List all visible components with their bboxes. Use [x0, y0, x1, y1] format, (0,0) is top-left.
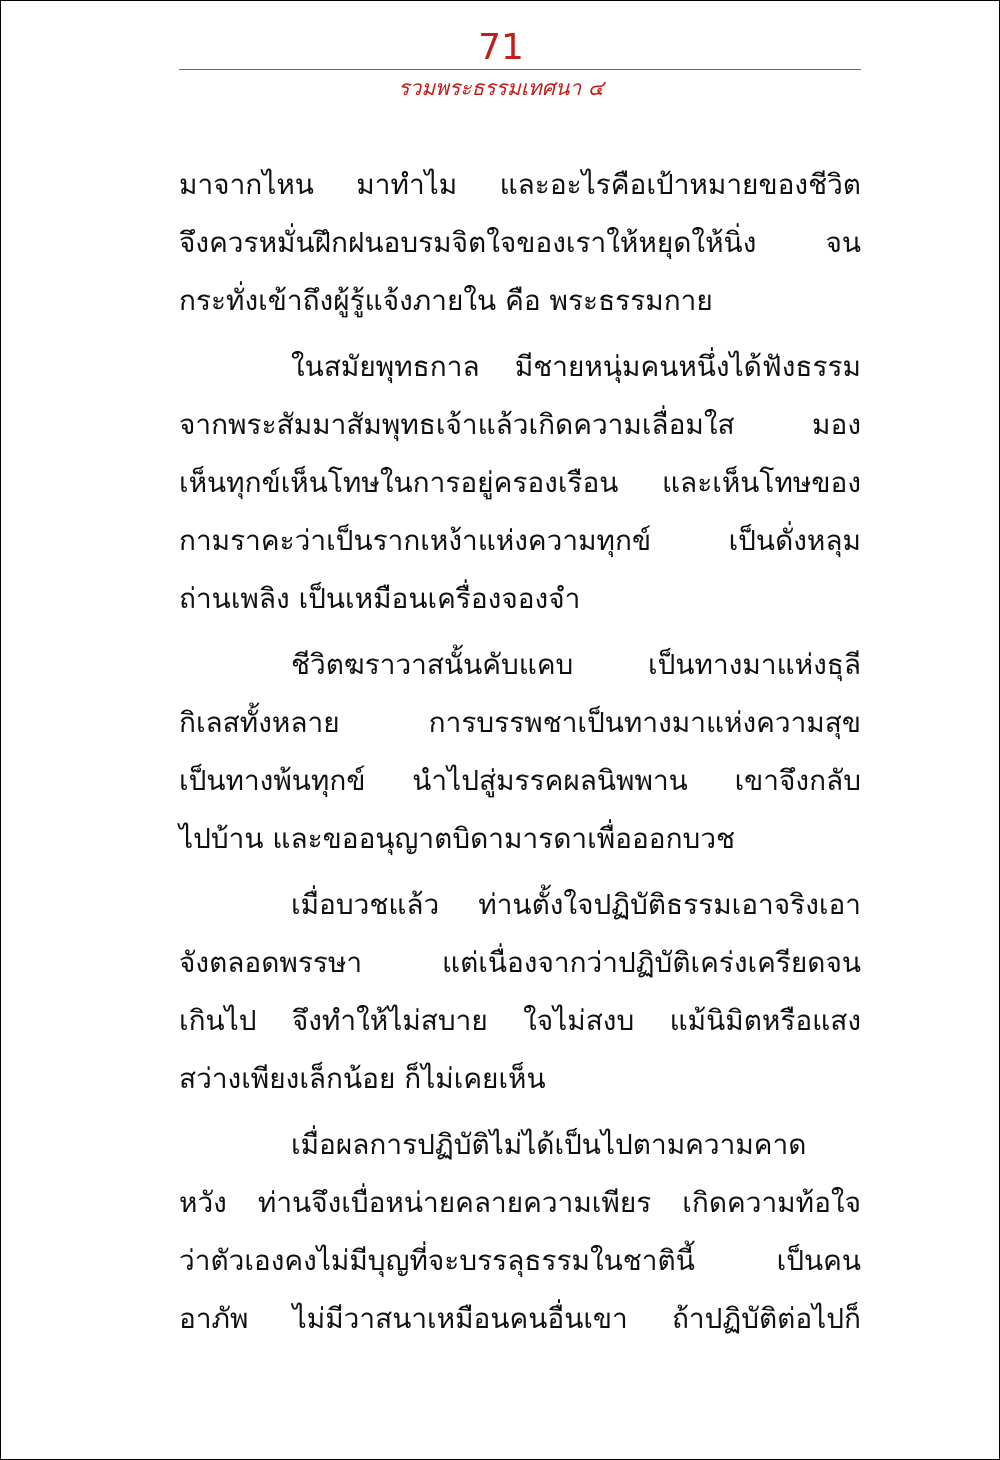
text-line: อาภัพ ไม่มีวาสนาเหมือนคนอื่นเขา ถ้าปฏิบัติต่อไปก็ [179, 1302, 861, 1335]
text-line: เห็นทุกข์เห็นโทษในการอยู่ครองเรือน และเห็นโทษของ [179, 466, 861, 499]
text-line: สว่างเพียงเล็กน้อย ก็ไม่เคยเห็น [179, 1062, 546, 1095]
paragraph [179, 636, 861, 868]
text-line: ชีวิตฆราวาสนั้นคับแคบ เป็นทางมาแห่งธุลี [291, 648, 861, 681]
paragraph [179, 338, 861, 628]
text-line: จังตลอดพรรษา แต่เนื่องจากว่าปฏิบัติเคร่งเครียดจน [179, 946, 861, 979]
text-line: เมื่อบวชแล้ว ท่านตั้งใจปฏิบัติธรรมเอาจริงเอา [291, 888, 861, 921]
text-line: จากพระสัมมาสัมพุทธเจ้าแล้วเกิดความเลื่อมใส มอง [179, 408, 861, 441]
text-line: ในสมัยพุทธกาล มีชายหนุ่มคนหนึ่งได้ฟังธรรม [291, 350, 861, 383]
text-line: เมื่อผลการปฏิบัติไม่ได้เป็นไปตามความคาด [291, 1128, 807, 1161]
text-line: มาจากไหน มาทำไม และอะไรคือเป้าหมายของชีวิต [179, 168, 861, 201]
text-line: จึงควรหมั่นฝึกฝนอบรมจิตใจของเราให้หยุดให้นิ่ง จน [179, 226, 861, 259]
text-line: กามราคะว่าเป็นรากเหง้าแห่งความทุกข์ เป็นดั่งหลุม [179, 524, 861, 557]
header-divider [179, 69, 861, 70]
paragraph [179, 876, 861, 1108]
text-line: หวัง ท่านจึงเบื่อหน่ายคลายความเพียร เกิดความท้อใจ [179, 1186, 861, 1219]
page-body [179, 156, 861, 1356]
text-line: ไปบ้าน และขออนุญาตบิดามารดาเพื่อออกบวช [179, 822, 736, 855]
text-line: กระทั่งเข้าถึงผู้รู้แจ้งภายใน คือ พระธรรมกาย [179, 284, 713, 317]
page-number: 71 [478, 27, 524, 68]
paragraph [179, 156, 861, 330]
text-line: ว่าตัวเองคงไม่มีบุญที่จะบรรลุธรรมในชาตินี้ เป็นคน [179, 1244, 861, 1277]
text-line: ถ่านเพลิง เป็นเหมือนเครื่องจองจำ [179, 582, 581, 615]
text-line: เกินไป จึงทำให้ไม่สบาย ใจไม่สงบ แม้นิมิตหรือแสง [179, 1004, 861, 1037]
paragraph [179, 1116, 861, 1348]
text-line: เป็นทางพ้นทุกข์ นำไปสู่มรรคผลนิพพาน เขาจึงกลับ [179, 764, 861, 797]
text-line: กิเลสทั้งหลาย การบรรพชาเป็นทางมาแห่งความสุข [179, 706, 861, 739]
running-title: รวมพระธรรมเทศนา ๔ [398, 76, 604, 100]
